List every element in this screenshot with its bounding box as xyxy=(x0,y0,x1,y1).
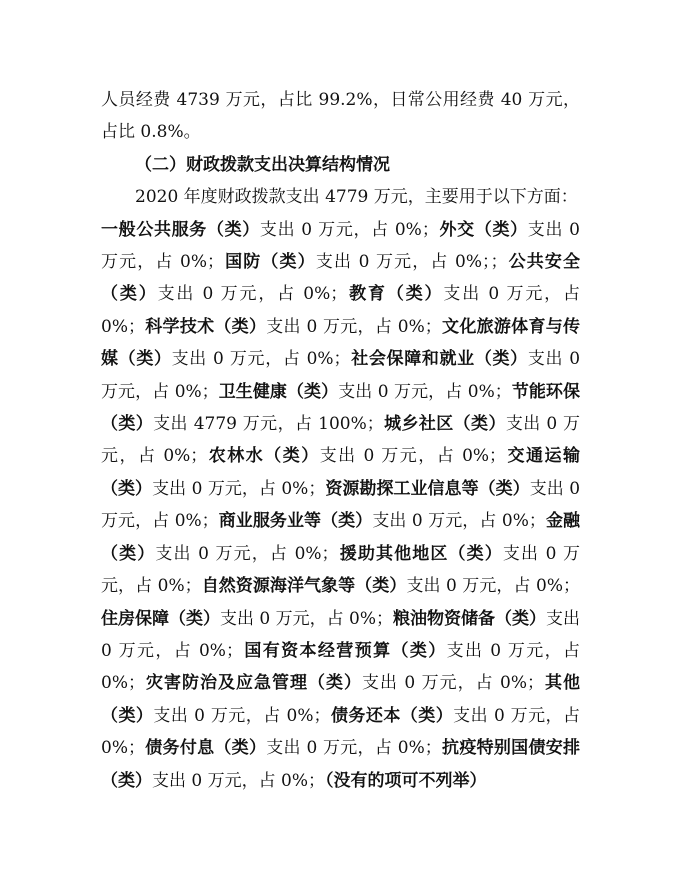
expenditure-category-value: 支出 0 万元，占 0%； xyxy=(101,478,581,532)
expenditure-category-name: 其他（类） xyxy=(101,673,581,726)
expenditure-category-name: 科学技术（类） xyxy=(144,316,267,337)
expenditure-category-value: 支出 0 万元，占 0%； xyxy=(319,446,507,467)
expenditure-items xyxy=(101,220,580,791)
expenditure-category-name: 资源勘探工业信息等（类） xyxy=(325,478,530,499)
expenditure-category-name: 卫生健康（类） xyxy=(218,381,339,402)
expenditure-category-value: 支出 0 万元，占 0%； xyxy=(101,608,580,661)
expenditure-category-value: 支出 0 万元，占 0%； xyxy=(266,738,442,759)
expenditure-category-value: 支出 0 万元，占 0%； xyxy=(259,219,439,240)
expenditure-category-value: 支出 0 万元，占 0%； xyxy=(101,640,581,694)
expenditure-category-value: 支出 0 万元，占 0%； xyxy=(152,770,325,791)
expenditure-category-name: 外交（类） xyxy=(438,219,528,240)
expenditure-category-value: 支出 0 万元，占 0%； xyxy=(406,576,580,597)
expenditure-category-value: 支出 0 万元，占 0%； xyxy=(101,284,581,337)
expenditure-category-value: 支出 0 万元，占 0%； xyxy=(171,349,351,370)
expenditure-category-value: 支出 0 万元，占 0%； xyxy=(362,673,545,694)
expenditure-category-value: 支出 0 万元，占 0%； xyxy=(101,705,581,759)
expenditure-category-value: 支出 4779 万元，占 100%； xyxy=(153,414,384,435)
expenditure-category-value: 支出 0 万元，占 0%； xyxy=(101,543,581,597)
expenditure-category-name: 国防（类） xyxy=(224,252,316,273)
expenditure-category-value: 支出 0 万元，占 0%； xyxy=(101,219,580,273)
expenditure-category-value: 支出 0 万元，占 0%； xyxy=(157,284,348,305)
expenditure-category-name: 交通运输（类） xyxy=(101,446,580,499)
closing-note: （没有的项可不列举） xyxy=(325,770,487,791)
expenditure-category-name: 公共安全（类） xyxy=(101,252,581,305)
expenditure-category-value: 支出 0 万元，占 0%； xyxy=(266,316,442,337)
expenditure-category-name: 城乡社区（类） xyxy=(383,414,506,435)
expenditure-category-name: 文化旅游体育与传媒（类） xyxy=(101,316,581,370)
expenditure-category-name: 自然资源海洋气象等（类） xyxy=(201,576,407,597)
expenditure-category-value: 支出 0 万元，占 0%； xyxy=(101,414,581,467)
expenditure-category-name: 金融（类） xyxy=(101,511,580,564)
expenditure-category-name: 住房保障（类） xyxy=(101,608,220,629)
expenditure-category-name: 国有资本经营预算（类） xyxy=(242,640,447,661)
document-body xyxy=(101,84,580,797)
expenditure-category-name: 一般公共服务（类） xyxy=(101,219,260,240)
staff-cost-paragraph: 人员经费 4739 万元，占比 99.2%，日常公用经费 40 万元，占比 0.8%。 xyxy=(101,90,580,143)
expenditure-category-name: 援助其他地区（类） xyxy=(338,543,503,564)
expenditure-intro: 2020 年度财政拨款支出 4779 万元，主要用于以下方面： xyxy=(135,187,578,208)
expenditure-category-value: 支出 0 万元，占 0%； xyxy=(372,511,546,532)
expenditure-category-name: 农林水（类） xyxy=(207,446,320,467)
expenditure-category-value: 支出 0 万元，占 0%； xyxy=(155,543,339,564)
expenditure-category-value: 支出 0 万元，占 0%； xyxy=(101,349,581,402)
expenditure-category-value: 支出 0 万元，占 0%；； xyxy=(315,252,508,273)
expenditure-category-name: 商业服务业等（类） xyxy=(218,511,373,532)
expenditure-category-name: 灾害防治及应急管理（类） xyxy=(144,673,362,694)
expenditure-paragraph xyxy=(101,181,580,797)
expenditure-category-name: 社会保障和就业（类） xyxy=(350,349,528,370)
expenditure-category-name: 粮油物资储备（类） xyxy=(393,608,546,629)
expenditure-category-name: 节能环保（类） xyxy=(101,381,580,435)
expenditure-category-value: 支出 0 万元，占 0%； xyxy=(220,608,393,629)
expenditure-category-name: 抗疫特别国债安排（类） xyxy=(101,738,581,791)
expenditure-category-value: 支出 0 万元，占 0%； xyxy=(338,381,512,402)
section-heading: （二）财政拨款支出决算结构情况 xyxy=(135,154,390,175)
expenditure-category-value: 支出 0 万元，占 0%； xyxy=(153,705,331,726)
expenditure-category-name: 债务付息（类） xyxy=(144,738,267,759)
expenditure-category-name: 债务还本（类） xyxy=(330,705,454,726)
expenditure-category-name: 教育（类） xyxy=(347,284,444,305)
expenditure-category-value: 支出 0 万元，占 0%； xyxy=(152,478,326,499)
